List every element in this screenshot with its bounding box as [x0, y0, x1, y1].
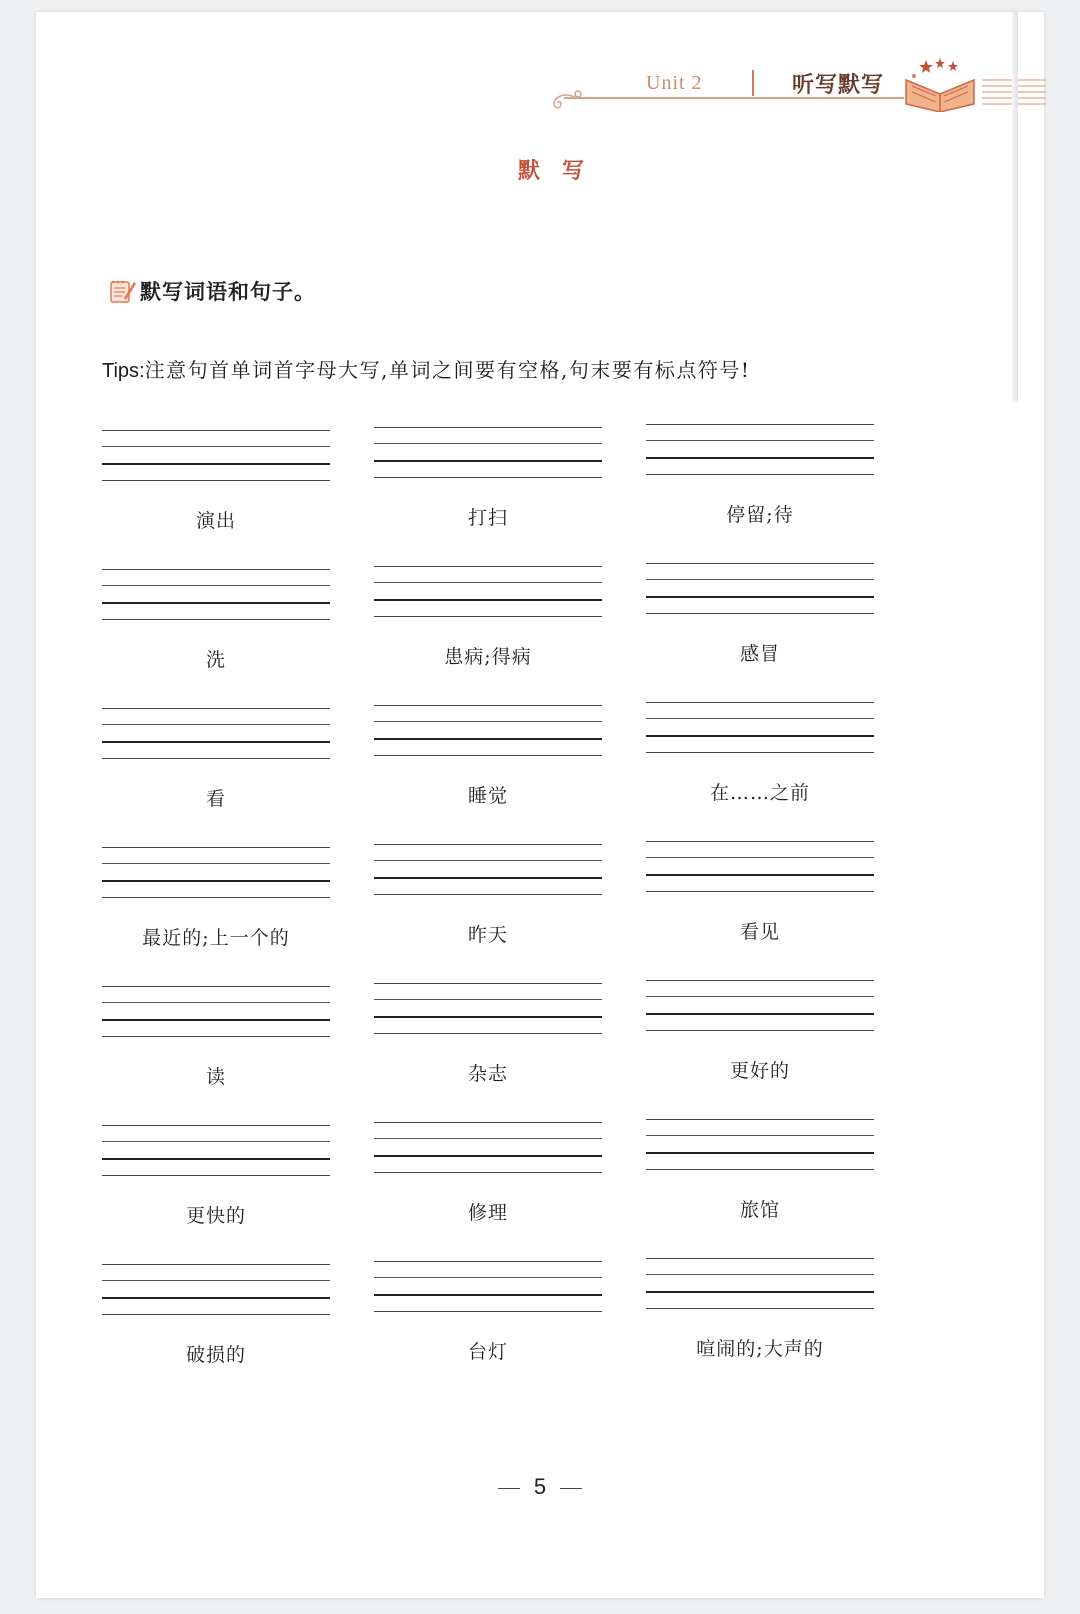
writing-line [646, 1274, 874, 1275]
writing-line [646, 440, 874, 441]
writing-lines[interactable] [374, 566, 602, 620]
writing-line [102, 1158, 330, 1160]
writing-line [374, 427, 602, 428]
dictation-item [646, 980, 874, 1090]
writing-line [646, 1152, 874, 1154]
writing-line [646, 752, 874, 753]
writing-line [102, 708, 330, 709]
item-label: 台灯 [467, 1341, 508, 1363]
writing-line [374, 477, 602, 478]
writing-line [102, 880, 330, 882]
writing-lines[interactable] [374, 1122, 602, 1176]
dictation-grid [36, 12, 1044, 1412]
tips-label: Tips: [102, 360, 145, 382]
writing-line [102, 1019, 330, 1021]
writing-line [102, 847, 330, 848]
page-number-value: 5 [533, 1474, 547, 1499]
writing-line [102, 741, 330, 743]
item-label: 杂志 [467, 1063, 508, 1085]
writing-line [374, 999, 602, 1000]
writing-line [374, 983, 602, 984]
writing-line [646, 457, 874, 459]
item-label: 喧闹的;大声的 [696, 1338, 824, 1360]
dictation-item [102, 430, 330, 540]
writing-lines[interactable] [646, 702, 874, 756]
writing-line [102, 724, 330, 725]
item-label: 读 [205, 1066, 226, 1088]
writing-lines[interactable] [102, 1125, 330, 1179]
unit-label: Unit 2 [646, 72, 703, 94]
writing-line [102, 986, 330, 987]
writing-line [102, 1141, 330, 1142]
dictation-item [374, 983, 602, 1093]
writing-line [646, 891, 874, 892]
writing-line [374, 1122, 602, 1123]
writing-lines[interactable] [374, 983, 602, 1037]
writing-line [646, 1169, 874, 1170]
writing-line [374, 721, 602, 722]
writing-line [646, 735, 874, 737]
writing-line [374, 616, 602, 617]
writing-line [646, 718, 874, 719]
item-label: 洗 [205, 649, 226, 671]
writing-line [374, 1016, 602, 1018]
dictation-item [102, 569, 330, 679]
dictation-item [374, 705, 602, 815]
writing-lines[interactable] [374, 705, 602, 759]
dictation-item [646, 1258, 874, 1368]
writing-lines[interactable] [646, 1258, 874, 1312]
dictation-item [646, 563, 874, 673]
writing-line [374, 1261, 602, 1262]
writing-line [102, 1175, 330, 1176]
writing-line [374, 860, 602, 861]
dictation-item [102, 1125, 330, 1235]
item-label: 旅馆 [739, 1199, 780, 1221]
writing-line [102, 569, 330, 570]
writing-lines[interactable] [646, 1119, 874, 1173]
writing-line [102, 1125, 330, 1126]
writing-line [646, 579, 874, 580]
item-label: 睡觉 [467, 785, 508, 807]
writing-line [646, 980, 874, 981]
dictation-item [646, 1119, 874, 1229]
writing-lines[interactable] [102, 708, 330, 762]
worksheet-page [36, 12, 1044, 1598]
writing-line [646, 563, 874, 564]
dictation-item [374, 844, 602, 954]
writing-line [102, 463, 330, 465]
writing-line [374, 1138, 602, 1139]
item-label: 停留;待 [726, 504, 794, 526]
writing-line [374, 705, 602, 706]
writing-line [102, 1002, 330, 1003]
writing-line [374, 582, 602, 583]
item-label: 看 [205, 788, 226, 810]
writing-lines[interactable] [374, 1261, 602, 1315]
writing-line [374, 738, 602, 740]
page-number-dash-left [498, 1488, 520, 1489]
writing-line [102, 446, 330, 447]
writing-line [646, 702, 874, 703]
writing-line [374, 566, 602, 567]
writing-line [646, 857, 874, 858]
writing-line [646, 596, 874, 598]
page-number-dash-right [560, 1488, 582, 1489]
writing-line [102, 430, 330, 431]
item-label: 更好的 [729, 1060, 790, 1082]
writing-line [374, 877, 602, 879]
writing-line [374, 894, 602, 895]
dictation-item [374, 566, 602, 676]
section-title: 默写 [517, 159, 606, 184]
dictation-item [646, 702, 874, 812]
item-label: 打扫 [467, 507, 508, 529]
writing-line [646, 1291, 874, 1293]
writing-line [102, 1297, 330, 1299]
dictation-item [374, 1122, 602, 1232]
writing-line [102, 619, 330, 620]
writing-line [646, 996, 874, 997]
writing-lines[interactable] [374, 427, 602, 481]
writing-line [102, 480, 330, 481]
writing-lines[interactable] [102, 986, 330, 1040]
writing-line [102, 758, 330, 759]
writing-line [102, 863, 330, 864]
writing-line [374, 1172, 602, 1173]
header-title: 听写默写 [792, 73, 885, 98]
writing-line [374, 1294, 602, 1296]
writing-line [374, 443, 602, 444]
writing-line [102, 1314, 330, 1315]
writing-line [102, 585, 330, 586]
writing-line [646, 1258, 874, 1259]
writing-line [646, 1119, 874, 1120]
writing-lines[interactable] [646, 980, 874, 1034]
item-label: 最近的;上一个的 [142, 927, 290, 949]
writing-line [646, 841, 874, 842]
writing-line [374, 599, 602, 601]
writing-line [646, 874, 874, 876]
writing-lines[interactable] [374, 844, 602, 898]
writing-line [646, 1030, 874, 1031]
writing-lines[interactable] [102, 1264, 330, 1318]
writing-lines[interactable] [102, 847, 330, 901]
instruction-text: 默写词语和句子。 [140, 280, 316, 304]
writing-lines[interactable] [102, 569, 330, 623]
writing-line [374, 1311, 602, 1312]
writing-line [374, 844, 602, 845]
writing-line [102, 1264, 330, 1265]
writing-line [646, 1308, 874, 1309]
writing-line [374, 1155, 602, 1157]
writing-line [646, 1013, 874, 1015]
writing-line [374, 1033, 602, 1034]
writing-line [374, 460, 602, 462]
writing-lines[interactable] [646, 563, 874, 617]
dictation-item [102, 847, 330, 957]
item-label: 看见 [739, 921, 780, 943]
writing-lines[interactable] [646, 841, 874, 895]
page-number [36, 1474, 1044, 1500]
item-label: 昨天 [467, 924, 508, 946]
item-label: 破损的 [185, 1344, 246, 1366]
writing-line [646, 424, 874, 425]
writing-line [102, 602, 330, 604]
writing-line [646, 613, 874, 614]
item-label: 在……之前 [709, 782, 810, 804]
writing-line [374, 755, 602, 756]
dictation-item [646, 424, 874, 534]
dictation-item [374, 427, 602, 537]
writing-line [646, 1135, 874, 1136]
item-label: 感冒 [739, 643, 780, 665]
writing-line [374, 1277, 602, 1278]
tips-text: 注意句首单词首字母大写,单词之间要有空格,句末要有标点符号! [144, 358, 751, 382]
dictation-item [102, 1264, 330, 1374]
page-edge-shadow [1012, 12, 1018, 402]
writing-line [102, 1280, 330, 1281]
item-label: 修理 [467, 1202, 508, 1224]
writing-line [102, 897, 330, 898]
writing-lines[interactable] [646, 424, 874, 478]
dictation-item [646, 841, 874, 951]
item-label: 患病;得病 [444, 646, 532, 668]
dictation-item [102, 708, 330, 818]
item-label: 演出 [195, 510, 236, 532]
dictation-item [374, 1261, 602, 1371]
writing-lines[interactable] [102, 430, 330, 484]
writing-line [102, 1036, 330, 1037]
item-label: 更快的 [185, 1205, 246, 1227]
dictation-item [102, 986, 330, 1096]
writing-line [646, 474, 874, 475]
